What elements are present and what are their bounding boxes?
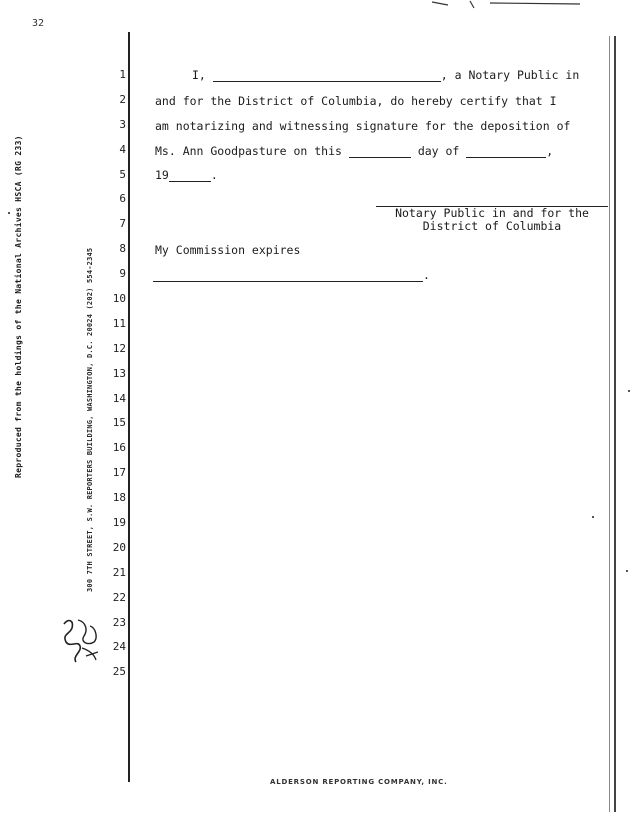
line-number: 5 bbox=[119, 167, 126, 181]
certificate-line-4-start: Ms. Ann Goodpasture on this bbox=[155, 144, 342, 158]
right-margin-rule bbox=[614, 36, 616, 812]
day-blank bbox=[349, 145, 411, 158]
line-number: 24 bbox=[112, 640, 126, 654]
commission-expiry-blank bbox=[153, 269, 423, 282]
archive-seal-mark bbox=[58, 616, 102, 664]
reporter-address-note: 300 7TH STREET, S.W. REPORTERS BUILDING, WASHINGTON, D.C. 20024 (202) 554-2345 bbox=[86, 247, 94, 592]
line-number: 15 bbox=[112, 416, 126, 430]
certificate-line-3: am notarizing and witnessing signature for the deposition of bbox=[155, 119, 571, 133]
line-number: 21 bbox=[112, 565, 126, 579]
line-number: 14 bbox=[112, 391, 126, 405]
line-number: 23 bbox=[112, 615, 126, 629]
notary-title-line-1: Notary Public in and for the bbox=[395, 206, 589, 220]
certificate-line-1-end: , a Notary Public in bbox=[440, 68, 580, 82]
line-number: 1 bbox=[119, 68, 126, 81]
scan-speck bbox=[8, 212, 10, 214]
right-margin-rule-inner bbox=[609, 36, 610, 812]
scan-speck bbox=[628, 390, 630, 392]
commission-expiry-line bbox=[153, 268, 430, 282]
line-number: 9 bbox=[119, 267, 126, 281]
commission-label: My Commission expires bbox=[155, 243, 301, 257]
archive-reproduction-note: Reproduced from the holdings of the National Archives HSCA (RG 233) bbox=[14, 135, 23, 478]
page-number: 32 bbox=[32, 18, 45, 29]
top-edge-marks bbox=[430, 0, 590, 10]
line-number: 3 bbox=[119, 117, 126, 131]
line-number: 10 bbox=[112, 292, 126, 306]
notary-name-blank bbox=[213, 69, 441, 82]
year-prefix: 19 bbox=[155, 168, 169, 182]
left-margin-rule bbox=[128, 32, 130, 782]
line-number: 13 bbox=[112, 366, 126, 380]
scan-speck bbox=[592, 516, 594, 518]
line-number: 8 bbox=[119, 242, 126, 256]
commission-expiry-end: . bbox=[423, 268, 430, 282]
notary-title-block bbox=[370, 207, 614, 233]
certificate-line-4-end: , bbox=[546, 144, 554, 158]
line-number: 7 bbox=[119, 217, 126, 231]
scan-speck bbox=[626, 570, 628, 572]
certificate-line-4-mid: day of bbox=[417, 144, 460, 158]
notary-title-line-2: District of Columbia bbox=[422, 219, 562, 233]
line-number: 19 bbox=[112, 516, 126, 530]
reporting-company-footer: ALDERSON REPORTING COMPANY, INC. bbox=[270, 778, 448, 786]
line-number: 11 bbox=[112, 316, 126, 330]
line-number: 20 bbox=[112, 540, 126, 554]
line-number: 18 bbox=[112, 491, 126, 505]
certificate-line-2: and for the District of Columbia, do hereby certify that I bbox=[155, 94, 557, 108]
line-number: 25 bbox=[112, 665, 126, 679]
line-number: 4 bbox=[119, 142, 126, 156]
line-number: 17 bbox=[112, 466, 126, 480]
certificate-line-1 bbox=[192, 68, 579, 82]
month-blank bbox=[466, 145, 546, 158]
line-number: 22 bbox=[112, 590, 126, 604]
line-number: 2 bbox=[119, 92, 126, 106]
certificate-line-5-end: . bbox=[210, 168, 218, 182]
year-blank bbox=[169, 169, 211, 182]
certificate-line-4 bbox=[155, 144, 553, 158]
certificate-line-1-start: I, bbox=[192, 68, 206, 82]
line-number: 12 bbox=[112, 341, 126, 355]
certificate-line-5 bbox=[155, 168, 218, 182]
line-number: 16 bbox=[112, 441, 126, 455]
line-number: 6 bbox=[119, 192, 126, 206]
line-number-column bbox=[104, 68, 126, 690]
